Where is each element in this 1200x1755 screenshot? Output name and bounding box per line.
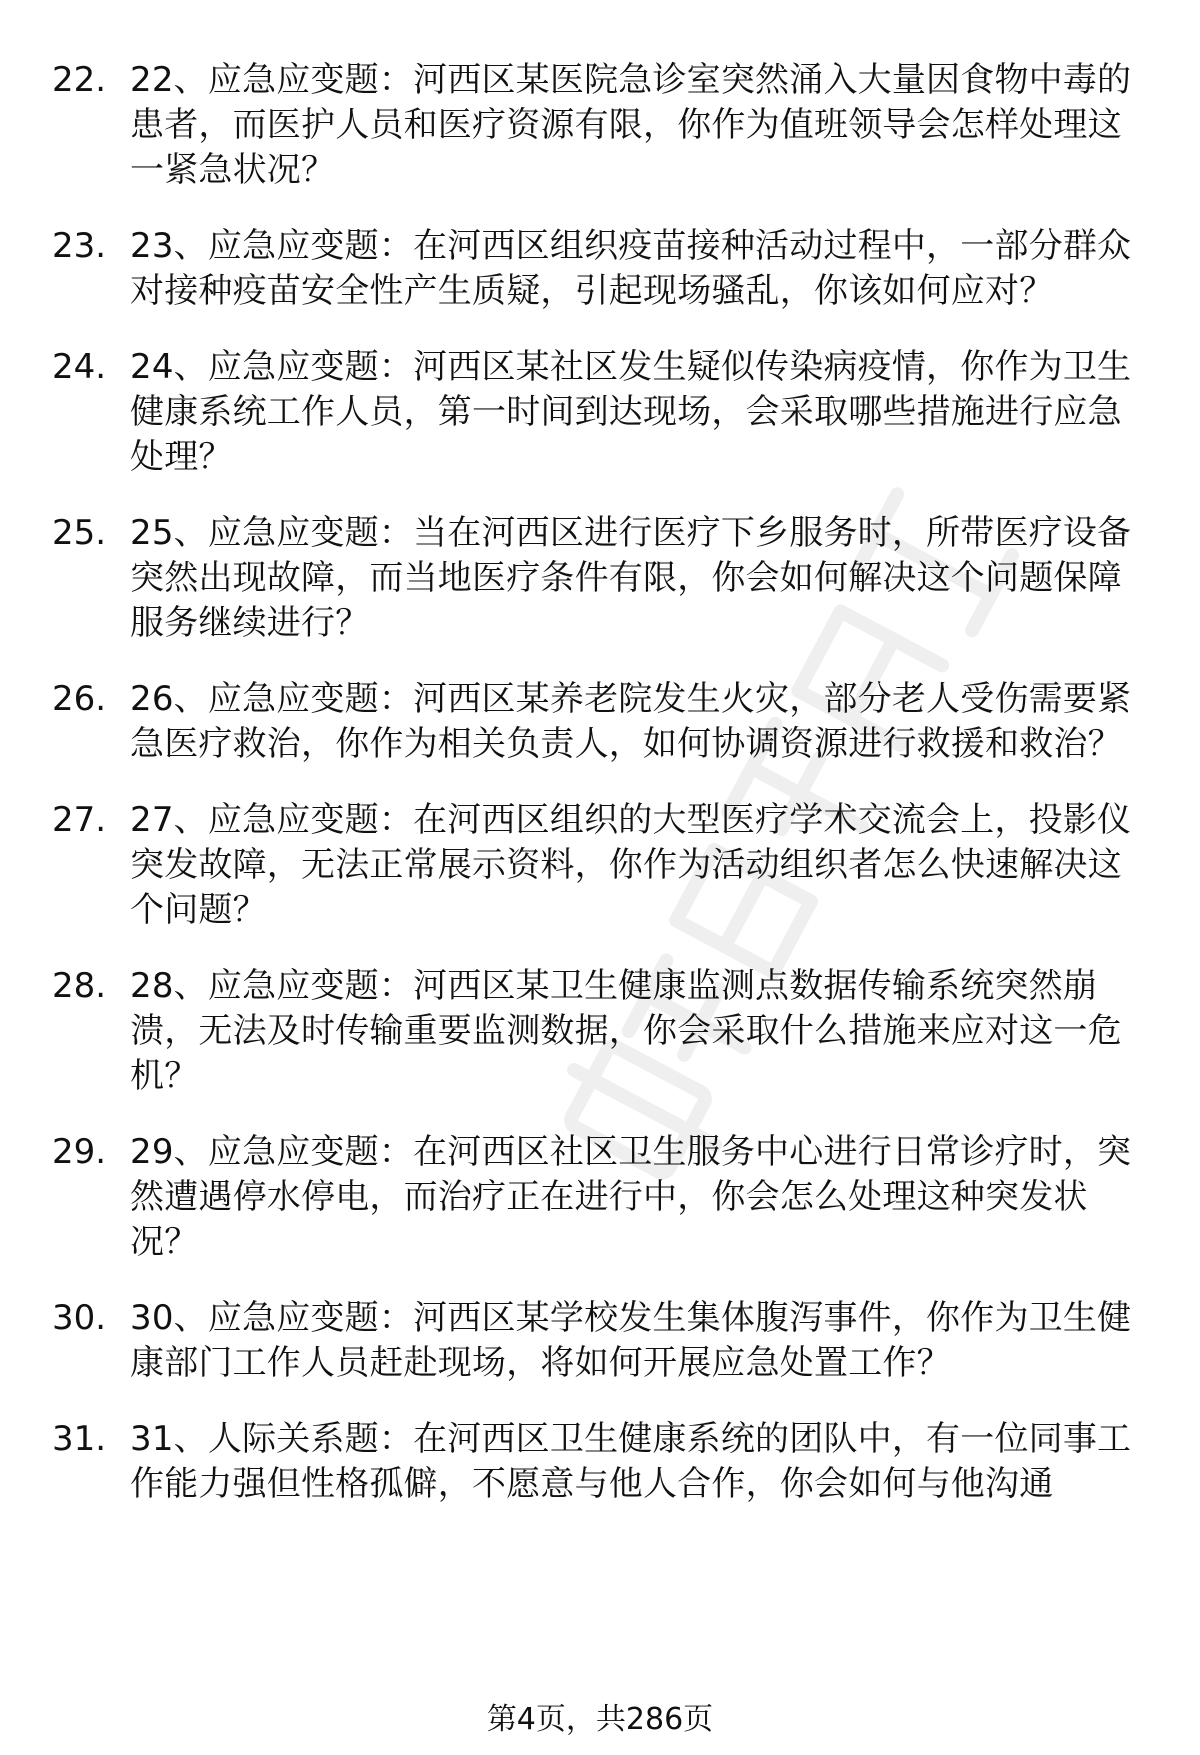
item-number: 23. — [52, 226, 107, 266]
item-text: 27、应急应变题：在河西区组织的大型医疗学术交流会上，投影仪突发故障，无法正常展示资料，你作为活动组织者怎么快速解决这个问题？ — [130, 800, 1132, 930]
list-item — [52, 1130, 1152, 1265]
item-number: 27. — [52, 800, 107, 840]
question-list — [52, 58, 1152, 1538]
list-item — [52, 1296, 1152, 1386]
item-text: 22、应急应变题：河西区某医院急诊室突然涌入大量因食物中毒的患者，而医护人员和医疗资源有限，你作为值班领导会怎样处理这一紧急状况？ — [130, 60, 1132, 190]
item-text: 30、应急应变题：河西区某学校发生集体腹泻事件，你作为卫生健康部门工作人员赶赴现场，将如何开展应急处置工作？ — [130, 1298, 1132, 1383]
page-footer: 第4页，共286页 — [486, 1702, 714, 1737]
list-item — [52, 224, 1152, 314]
item-number: 29. — [52, 1132, 107, 1172]
list-item — [52, 1417, 1152, 1507]
item-number: 30. — [52, 1298, 107, 1338]
item-number: 24. — [52, 347, 107, 387]
item-text: 28、应急应变题：河西区某卫生健康监测点数据传输系统突然崩溃，无法及时传输重要监测数据，你会采取什么措施来应对这一危机？ — [130, 966, 1122, 1096]
list-item — [52, 511, 1152, 646]
list-item — [52, 677, 1152, 767]
item-number: 28. — [52, 966, 107, 1006]
list-item — [52, 964, 1152, 1099]
item-number: 22. — [52, 60, 107, 100]
item-text: 23、应急应变题：在河西区组织疫苗接种活动过程中，一部分群众对接种疫苗安全性产生质疑，引起现场骚乱，你该如何应对？ — [130, 226, 1132, 311]
item-number: 25. — [52, 513, 107, 553]
list-item — [52, 345, 1152, 480]
item-number: 31. — [52, 1419, 107, 1459]
item-text: 25、应急应变题：当在河西区进行医疗下乡服务时，所带医疗设备突然出现故障，而当地医疗条件有限，你会如何解决这个问题保障服务继续进行？ — [130, 513, 1132, 643]
item-text: 31、人际关系题：在河西区卫生健康系统的团队中，有一位同事工作能力强但性格孤僻，不愿意与他人合作，你会如何与他沟通 — [130, 1419, 1132, 1504]
list-item — [52, 58, 1152, 193]
item-text: 24、应急应变题：河西区某社区发生疑似传染病疫情，你作为卫生健康系统工作人员，第一时间到达现场，会采取哪些措施进行应急处理？ — [130, 347, 1132, 477]
item-number: 26. — [52, 679, 107, 719]
item-text: 29、应急应变题：在河西区社区卫生服务中心进行日常诊疗时，突然遭遇停水停电，而治疗正在进行中，你会怎么处理这种突发状况？ — [130, 1132, 1132, 1262]
list-item — [52, 798, 1152, 933]
item-text: 26、应急应变题：河西区某养老院发生火灾，部分老人受伤需要紧急医疗救治，你作为相关负责人，如何协调资源进行救援和救治？ — [130, 679, 1132, 764]
